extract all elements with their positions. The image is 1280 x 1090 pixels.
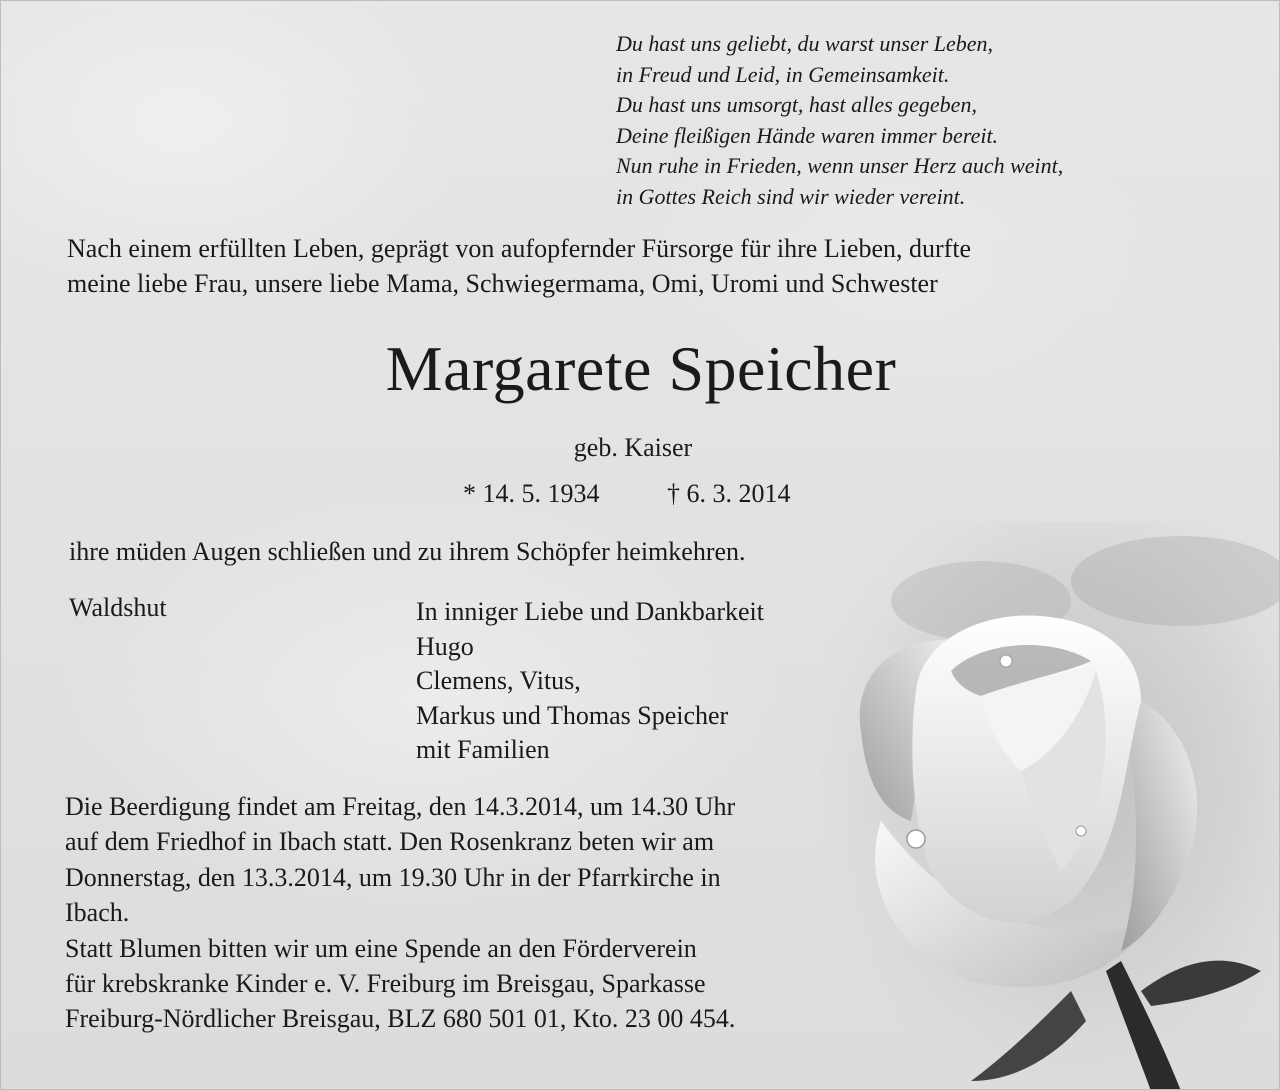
poem-line: in Gottes Reich sind wir wieder vereint.: [616, 183, 966, 209]
death-date: † 6. 3. 2014: [667, 479, 791, 508]
birth-date: * 14. 5. 1934: [463, 479, 600, 508]
signoff-line: mit Familien: [416, 735, 550, 764]
place-name: Waldshut: [69, 593, 167, 622]
maiden-name: geb. Kaiser: [573, 433, 693, 462]
poem-line: Deine fleißigen Hände waren immer bereit.: [616, 122, 999, 148]
funeral-line: auf dem Friedhof in Ibach statt. Den Rosenkranz beten wir am: [65, 827, 715, 857]
intro-line: meine liebe Frau, unsere liebe Mama, Schwiegermama, Omi, Uromi und Schwester: [67, 269, 938, 298]
funeral-line: Statt Blumen bitten wir um eine Spende an den Förderverein: [65, 933, 697, 963]
signoff-line: In inniger Liebe und Dankbarkeit: [416, 597, 764, 626]
poem-line: in Freud und Leid, in Gemeinsamkeit.: [616, 61, 950, 87]
funeral-line: Ibach.: [65, 898, 130, 928]
signoff-line: Clemens, Vitus,: [416, 666, 581, 695]
poem-line: Du hast uns umsorgt, hast alles gegeben,: [616, 92, 977, 117]
poem-line: Du hast uns geliebt, du warst unser Leben,: [616, 31, 994, 56]
deceased-name: Margarete Speicher: [385, 333, 897, 404]
intro-text: [67, 231, 971, 301]
rose-image: [821, 521, 1280, 1090]
intro-line: Nach einem erfüllten Leben, geprägt von aufopfernder Fürsorge für ihre Lieben, durfte: [67, 234, 972, 263]
funeral-line: Die Beerdigung findet am Freitag, den 14.3.2014, um 14.30 Uhr: [65, 792, 736, 821]
closing-text: ihre müden Augen schließen und zu ihrem Schöpfer heimkehren.: [69, 537, 746, 566]
funeral-details: [65, 789, 735, 1037]
poem: [616, 29, 1063, 212]
mourners-signoff: [416, 595, 764, 768]
funeral-line: Freiburg-Nördlicher Breisgau, BLZ 680 501 01, Kto. 23 00 454.: [65, 1004, 736, 1034]
signoff-line: Markus und Thomas Speicher: [416, 700, 729, 730]
signoff-line: Hugo: [416, 631, 474, 661]
funeral-line: für krebskranke Kinder e. V. Freiburg im Breisgau, Sparkasse: [65, 969, 706, 999]
poem-line: Nun ruhe in Frieden, wenn unser Herz auch weint,: [616, 153, 1064, 178]
funeral-line: Donnerstag, den 13.3.2014, um 19.30 Uhr in der Pfarrkirche in: [65, 862, 721, 892]
